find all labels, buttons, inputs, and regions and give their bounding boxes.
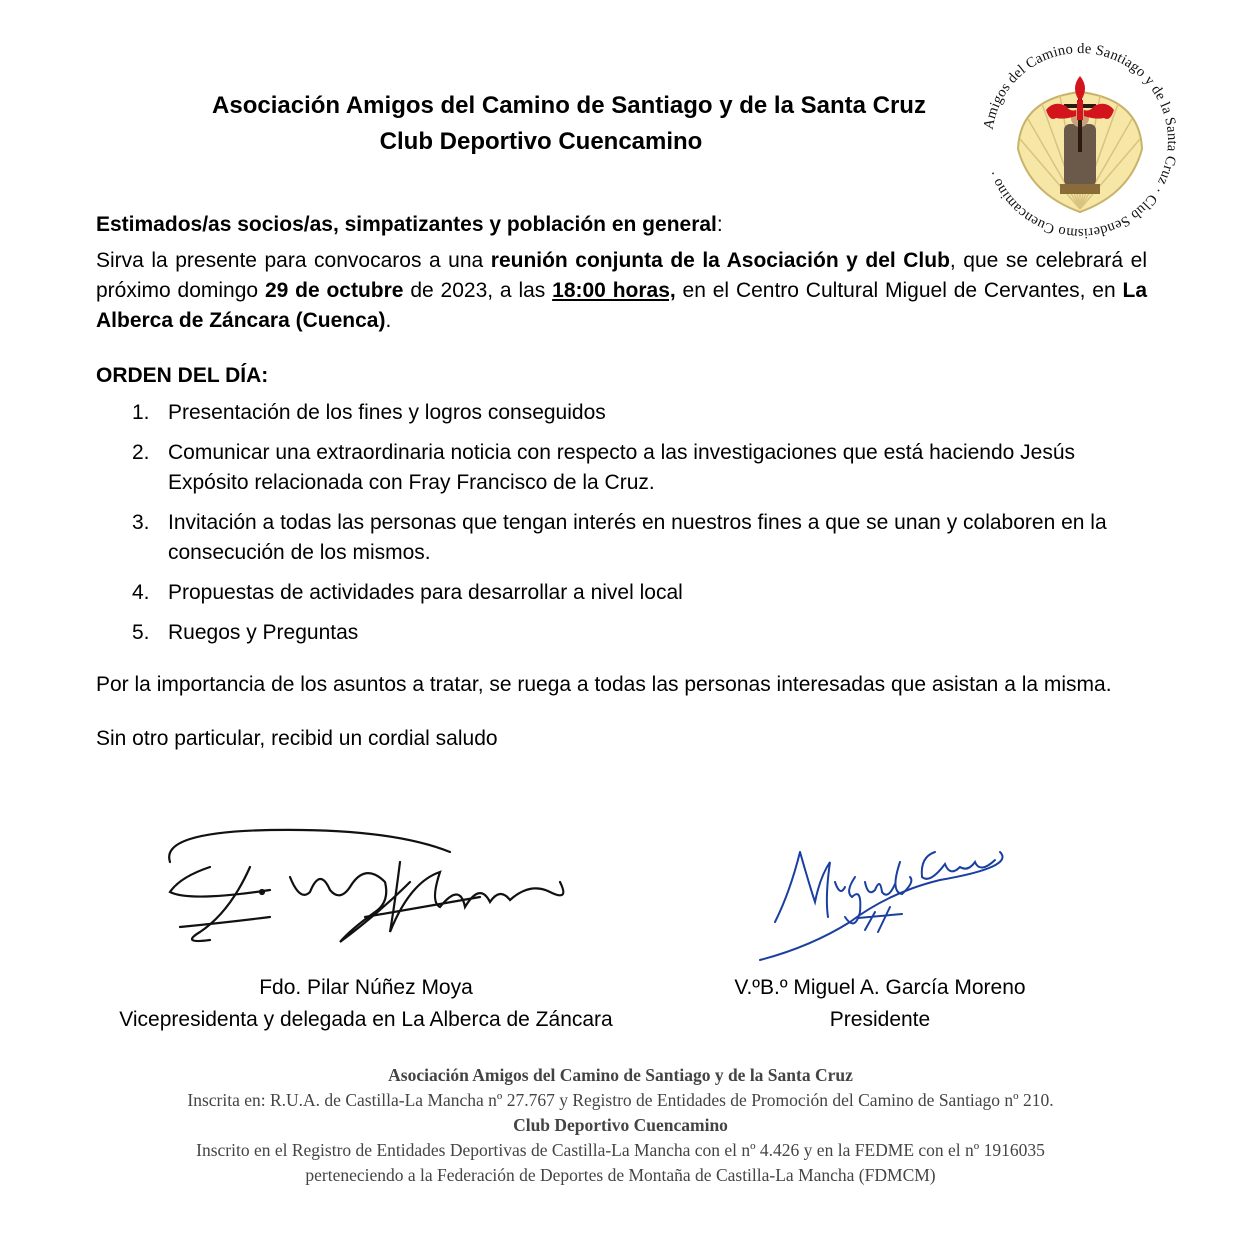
farewell-line: Sin otro particular, recibid un cordial saludo <box>96 727 498 750</box>
agenda-item-number: 4. <box>132 581 150 604</box>
footer-club: Club Deportivo Cuencamino <box>513 1115 728 1135</box>
intro-text-2: , que se celebrará el próximo domingo <box>96 249 1147 302</box>
agenda-item <box>96 578 1147 608</box>
signature-right-icon <box>740 822 1010 967</box>
signer-right-name: V.ºB.º Miguel A. García Moreno <box>734 976 1026 999</box>
agenda-item-number: 1. <box>132 401 150 424</box>
signer-right-role: Presidente <box>829 1008 931 1031</box>
association-name: Asociación Amigos del Camino de Santiago y de la Santa Cruz <box>212 92 926 119</box>
meeting-type: reunión conjunta de la Asociación y del Club <box>490 249 950 272</box>
intro-text-4: en el Centro Cultural Miguel de Cervantes, en <box>675 279 1123 302</box>
intro-text-5: . <box>385 309 392 332</box>
agenda-item <box>96 438 1147 498</box>
footer-association: Asociación Amigos del Camino de Santiago y de la Santa Cruz <box>388 1065 853 1085</box>
agenda-item-number: 3. <box>132 511 150 534</box>
intro-text-1: Sirva la presente para convocaros a una <box>96 249 491 272</box>
greeting <box>96 210 1147 240</box>
agenda-item-text: Invitación a todas las personas que tengan interés en nuestros fines a que se unan y colaboren en la consecución de los mismos. <box>168 511 1107 564</box>
agenda-item <box>96 618 1147 648</box>
agenda-item <box>96 398 1147 428</box>
signature-left-icon <box>150 822 590 962</box>
signer-right <box>690 972 1070 1036</box>
agenda-item-text: Presentación de los fines y logros conseguidos <box>168 401 606 424</box>
footer-registration-2: Inscrito en el Registro de Entidades Deportivas de Castilla-La Mancha con el nº 4.426 y en la FEDME con el nº 1916035 <box>196 1140 1045 1160</box>
intro-text-3: de 2023, a las <box>403 279 553 302</box>
agenda-item-text: Ruegos y Preguntas <box>168 621 359 644</box>
svg-text:Amigos del Camino de Santiago: Amigos del Camino de Santiago y de la Santa Cruz · Club Senderismo Cuencamino · <box>980 40 1181 242</box>
letter-header <box>96 88 1042 160</box>
meeting-time: 18:00 horas, <box>552 279 676 302</box>
signer-left <box>96 972 636 1036</box>
agenda-item-text: Propuestas de actividades para desarrollar a nivel local <box>168 581 683 604</box>
letter-body <box>96 210 1147 754</box>
meeting-date: 29 de octubre <box>264 279 404 302</box>
agenda-item-number: 5. <box>132 621 150 644</box>
club-name: Club Deportivo Cuencamino <box>379 128 703 155</box>
agenda-item <box>96 508 1147 568</box>
letter-footer <box>60 1063 1181 1188</box>
agenda-title: ORDEN DEL DÍA: <box>96 364 269 387</box>
closing-paragraph: Por la importancia de los asuntos a tratar, se ruega a todas las personas interesadas que asistan a la misma. <box>96 673 1112 696</box>
agenda-list <box>96 398 1147 648</box>
greeting-colon: : <box>716 213 723 236</box>
meeting-location: La Alberca de Záncara (Cuenca) <box>96 279 1148 332</box>
intro-paragraph <box>96 246 1147 336</box>
agenda-item-number: 2. <box>132 441 150 464</box>
agenda-item-text: Comunicar una extraordinaria noticia con respecto a las investigaciones que está haciendo Jesús Expósito relacionada con Fray Francisco de la Cruz. <box>168 441 1076 494</box>
footer-federation: perteneciendo a la Federación de Deportes de Montaña de Castilla-La Mancha (FDMCM) <box>305 1165 936 1185</box>
signer-left-role: Vicepresidenta y delegada en La Alberca de Záncara <box>119 1008 613 1031</box>
signer-left-name: Fdo. Pilar Núñez Moya <box>259 976 473 999</box>
footer-registration-1: Inscrita en: R.U.A. de Castilla-La Mancha nº 27.767 y Registro de Entidades de Promoción del Camino de Santiago nº 210. <box>187 1090 1054 1110</box>
greeting-bold: Estimados/as socios/as, simpatizantes y población en general <box>96 213 717 236</box>
